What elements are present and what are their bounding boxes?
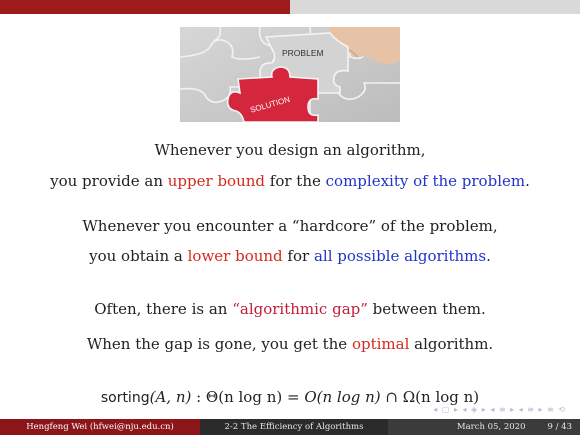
footer-title: 2-2 The Efficiency of Algorithms xyxy=(200,419,388,435)
footer-bar xyxy=(0,419,580,435)
solution-label: SOLUTION xyxy=(249,94,291,115)
footer-page-number: 9 / 43 xyxy=(547,422,572,432)
footer-info xyxy=(388,419,580,435)
text-line-5: Often, there is an “algorithmic gap” between them. xyxy=(94,300,486,318)
footer-author: Hengfeng Wei (hfwei@nju.edu.cn) xyxy=(0,419,200,435)
text-line-4: you obtain a lower bound for all possible algorithms. xyxy=(89,247,491,265)
text-line-6: When the gap is gone, you get the optimal algorithm. xyxy=(86,335,494,353)
text-line-3: Whenever you encounter a “hardcore” of the problem, xyxy=(82,217,498,235)
text-line-2: you provide an upper bound for the complexity of the problem. xyxy=(50,172,530,190)
text-line-1: Whenever you design an algorithm, xyxy=(154,141,426,159)
beamer-navigation-icons[interactable]: ◂ ▢ ▸ ◂ ◈ ▸ ◂ ≡ ▸ ◂ ≡ ▸ ≡ ⟲ xyxy=(433,405,566,414)
lower-bound-term: lower bound xyxy=(187,247,283,265)
puzzle-image xyxy=(180,27,400,122)
optimal-term: optimal xyxy=(351,335,410,353)
upper-bound-term: upper bound xyxy=(167,172,266,190)
footer-date: March 05, 2020 xyxy=(456,422,526,432)
complexity-term: complexity of the problem xyxy=(325,172,526,190)
sorting-formula: sorting(A, n) : Θ(n log n) = O(n log n) ∩ Ω(n log n) xyxy=(100,388,480,406)
progress-bar-track xyxy=(0,0,580,14)
progress-bar-fill xyxy=(0,0,290,14)
problem-label: PROBLEM xyxy=(282,48,324,58)
algorithmic-gap-term: “algorithmic gap” xyxy=(232,300,368,318)
all-algorithms-term: all possible algorithms xyxy=(313,247,487,265)
